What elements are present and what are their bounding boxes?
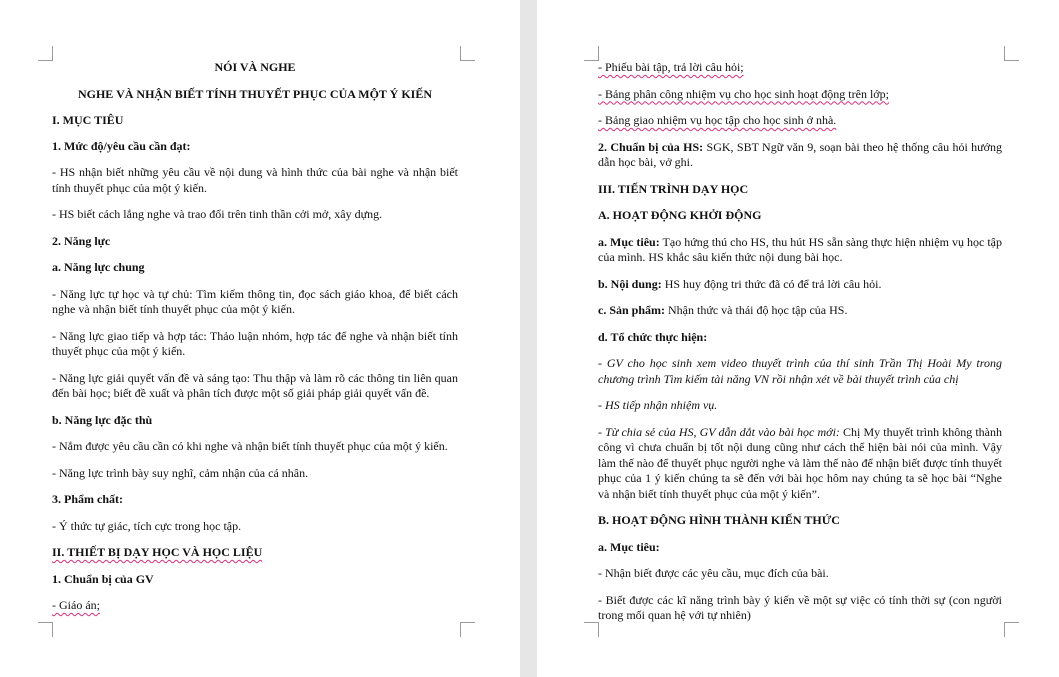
section-heading-text: II. THIẾT BỊ DẠY HỌC VÀ HỌC LIỆU bbox=[52, 545, 263, 559]
paragraph: - HS nhận biết những yêu cầu về nội dung và hình thức của bài nghe và nhận biết tính thuyết phục của một ý kiến. bbox=[52, 165, 458, 195]
section-heading bbox=[52, 545, 458, 561]
paragraph: - Biết được các kĩ năng trình bày ý kiến về một sự việc có tính thời sự (con người trong mối quan hệ với tự nhiên) bbox=[598, 592, 1002, 622]
paragraph: - Ý thức tự giác, tích cực trong học tập. bbox=[52, 518, 242, 533]
paragraph: - Nhận biết được các yêu cầu, mục đích của bài. bbox=[598, 566, 829, 580]
page-body[interactable] bbox=[598, 60, 1002, 624]
paragraph bbox=[598, 303, 1002, 319]
subsection-heading: 2. Năng lực bbox=[52, 233, 111, 248]
subsection-heading: 1. Mức độ/yêu cầu cần đạt: bbox=[52, 138, 191, 153]
paragraph-lead: - Từ chia sẻ của HS, GV dẫn dắt vào bài học mới: bbox=[598, 424, 840, 439]
paragraph-text: Chị My thuyết trình không thành công vì chưa chuẩn bị tốt nội dung cũng như cách thể hiện bài nói của mình. Vậy làm thế nào để thuyết phục người nghe và làm thế nào để nhận biết được tính thuyết phục của 1 ý kiến chúng ta sẽ đến với bài học hôm nay chúng ta sẽ học bài “Nghe và nhận biết tính thuyết phục của một ý kiến”. bbox=[598, 424, 1002, 501]
paragraph bbox=[598, 60, 1002, 76]
paragraph-label: 2. Chuẩn bị của HS: bbox=[598, 139, 704, 154]
paragraph: - GV cho học sinh xem video thuyết trình của thí sinh Trần Thị Hoài My trong chương trình Tìm kiếm tài năng VN rồi nhận xét về bài thuyết trình của chị bbox=[598, 356, 1002, 386]
subsection-heading: a. Năng lực chung bbox=[52, 260, 145, 274]
margin-corner-bottom-right bbox=[460, 622, 475, 637]
paragraph bbox=[598, 277, 1002, 293]
paragraph: - Năng lực giao tiếp và hợp tác: Thảo luận nhóm, hợp tác để nghe và nhận biết tính thuyết phục của một ý kiến. bbox=[52, 328, 458, 358]
paragraph-text: HS huy động tri thức đã có để trả lời câu hỏi. bbox=[661, 276, 882, 291]
paragraph: - HS tiếp nhận nhiệm vụ. bbox=[598, 398, 718, 412]
doc-subtitle: NGHE VÀ NHẬN BIẾT TÍNH THUYẾT PHỤC CỦA MỘT Ý KIẾN bbox=[77, 86, 433, 101]
margin-corner-top-left bbox=[38, 46, 53, 61]
section-heading: III. TIẾN TRÌNH DẠY HỌC bbox=[598, 181, 749, 196]
paragraph-text: - Phiếu bài tập, trả lời câu hỏi; bbox=[598, 60, 744, 74]
margin-corner-bottom-left bbox=[584, 622, 599, 637]
paragraph: - Năng lực tự học và tự chủ: Tìm kiếm thông tin, đọc sách giáo khoa, để biết cách nghe và nhận biết tính thuyết phục của một ý kiến. bbox=[52, 286, 458, 316]
subsection-heading: 1. Chuẩn bị của GV bbox=[52, 571, 154, 586]
paragraph bbox=[598, 140, 1002, 171]
paragraph-label: b. Nội dung: bbox=[598, 276, 662, 291]
subsection-heading: d. Tổ chức thực hiện: bbox=[598, 329, 708, 344]
paragraph-label: c. Sản phẩm: bbox=[598, 303, 666, 317]
paragraph bbox=[598, 113, 1002, 129]
paragraph-label: a. Mục tiêu: bbox=[598, 234, 660, 249]
paragraph-text: SGK, SBT Ngữ văn 9, soạn bài theo hệ thống câu hỏi hướng dẫn học bài, vở ghi. bbox=[598, 139, 1002, 169]
paragraph-text: - Bảng giao nhiệm vụ học tập cho học sinh ở nhà. bbox=[598, 113, 837, 127]
paragraph: - HS biết cách lắng nghe và trao đổi trên tinh thần cởi mở, xây dựng. bbox=[52, 207, 383, 221]
section-heading: A. HOẠT ĐỘNG KHỞI ĐỘNG bbox=[598, 208, 762, 222]
paragraph: - Nắm được yêu cầu cần có khi nghe và nhận biết tính thuyết phục của một ý kiến. bbox=[52, 439, 448, 453]
paragraph-text: Tạo hứng thú cho HS, thu hút HS sẵn sàng thực hiện nhiệm vụ học tập của mình. HS khắc sâu kiến thức nội dung bài học. bbox=[598, 234, 1002, 264]
section-heading: I. MỤC TIÊU bbox=[52, 113, 124, 127]
paragraph: - Năng lực trình bày suy nghĩ, cảm nhận của cá nhân. bbox=[52, 465, 309, 480]
paragraph bbox=[598, 87, 1002, 103]
subsection-heading: a. Mục tiêu: bbox=[598, 539, 660, 554]
paragraph bbox=[598, 425, 1002, 503]
paragraph-text: - Bảng phân công nhiệm vụ cho học sinh hoạt động trên lớp; bbox=[598, 86, 889, 101]
paragraph-text: - Giáo án; bbox=[52, 598, 100, 612]
page-body[interactable] bbox=[52, 60, 458, 614]
margin-corner-bottom-left bbox=[38, 622, 53, 637]
margin-corner-top-right bbox=[460, 46, 475, 61]
subsection-heading: b. Năng lực đặc thù bbox=[52, 412, 153, 427]
paragraph bbox=[598, 235, 1002, 266]
section-heading: B. HOẠT ĐỘNG HÌNH THÀNH KIẾN THỨC bbox=[598, 513, 840, 527]
paragraph: - Năng lực giải quyết vấn đề và sáng tạo: Thu thập và làm rõ các thông tin liên quan đến bài học; biết đề xuất và phân tích được một số giải pháp giải quyết vấn đề. bbox=[52, 370, 458, 400]
doc-title: NÓI VÀ NGHE bbox=[214, 60, 296, 74]
margin-corner-top-right bbox=[1004, 46, 1019, 61]
document-page-right bbox=[537, 0, 1059, 677]
paragraph bbox=[52, 598, 458, 614]
subsection-heading: 3. Phẩm chất: bbox=[52, 492, 123, 506]
document-page-left bbox=[0, 0, 520, 677]
margin-corner-bottom-right bbox=[1004, 622, 1019, 637]
margin-corner-top-left bbox=[584, 46, 599, 61]
paragraph-text: Nhận thức và thái độ học tập của HS. bbox=[665, 303, 848, 317]
